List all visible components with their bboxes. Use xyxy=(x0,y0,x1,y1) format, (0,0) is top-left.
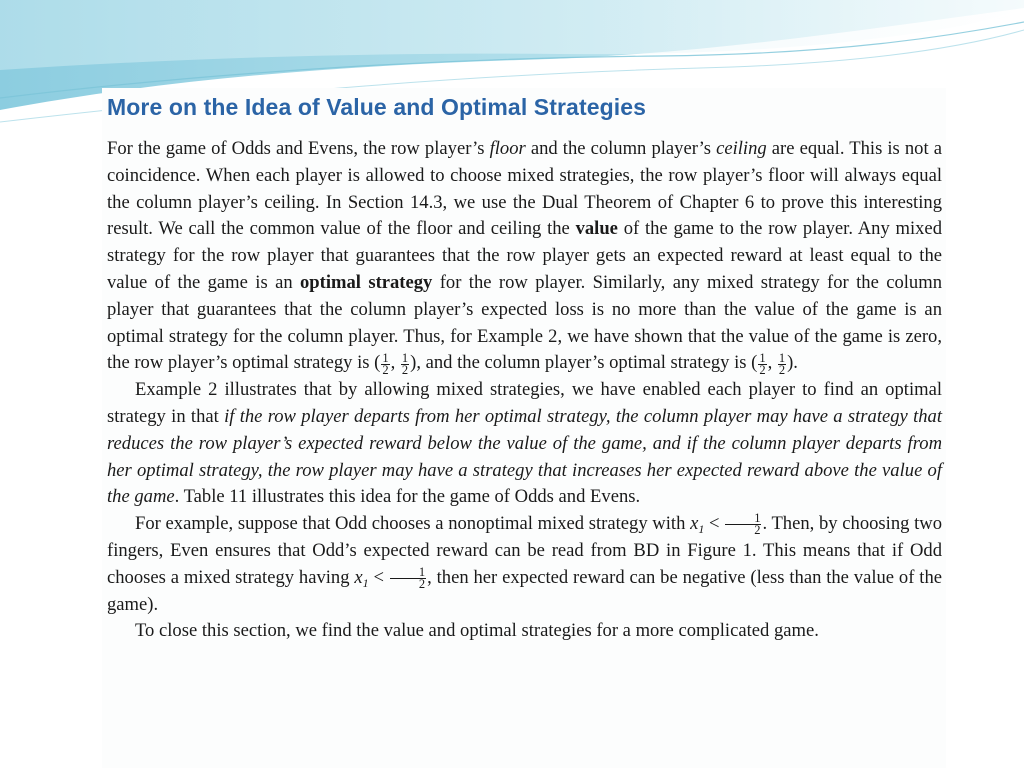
fraction-half: $\frac{1}{2}$ xyxy=(382,350,389,377)
p1-text-7: ). xyxy=(787,352,798,374)
p3-text-2: . Then, by choosing two fingers, Even ensures that Odd’s expected reward can be read from BD in Figure 1. This means that if Odd chooses a mixed strategy having xyxy=(107,513,942,588)
page-title: More on the Idea of Value and Optimal Strategies xyxy=(107,94,647,120)
p2-italic-claim: if the row player departs from her optimal strategy, the column player may have a strategy that reduces the row player’s expected reward below the value of the game, and if the column player departs from her optimal strategy, the row player may have a strategy that increases her expected reward above the value of the game xyxy=(107,405,942,508)
body-text xyxy=(107,136,942,645)
fraction-half: $\frac{1}{2}$ xyxy=(390,567,426,590)
fraction-half: $\frac{1}{2}$ xyxy=(778,350,786,377)
p1-text-6: ), and the column player’s optimal strategy is ( xyxy=(410,352,758,374)
p1-text-1: For the game of Odds and Evens, the row player’s xyxy=(107,138,490,159)
p1-text-4: of the game to the row player. Any mixed strategy for the row player that guarantees that the row player gets an expected reward at least equal to the value of the game is an xyxy=(107,218,942,293)
p3-text-3: , then her expected reward can be negative (less than the value of the game). xyxy=(107,566,942,615)
x1-variable: $x_1$ xyxy=(354,566,369,590)
paragraph-nonoptimal-example: For example, suppose that Odd chooses a nonoptimal mixed strategy with $x_1$ < $\frac{1}{2}$ . Then, by choosing two fingers, Even ensures that Odd’s expected reward can be read from BD in Figure 1. This means that if Odd chooses a mixed strategy having $x_1$ < $\frac{1}{2}$ , then her expected reward can be negative (less than the value of the game). xyxy=(107,511,942,615)
value-term: value xyxy=(575,218,618,240)
p2-text-2: . Table 11 illustrates this idea for the game of Odds and Evens. xyxy=(174,486,641,508)
p4-text-1: To close this section, we find the value and optimal strategies for a more complicated game. xyxy=(135,620,819,642)
p1-text-3: are equal. This is not a coincidence. When each player is allowed to choose mixed strategies, the row player’s floor will always equal the column player’s ceiling. In Section 14.3, we use the Dual Theorem of Chapter 6 to prove this interesting result. We call the common value of the floor and ceiling the xyxy=(107,138,942,240)
paragraph-closing xyxy=(107,618,942,645)
textbook-page xyxy=(102,88,946,768)
x1-variable: $x_1$ xyxy=(690,513,705,537)
fraction-half: $\frac{1}{2}$ xyxy=(725,513,761,536)
fraction-half: $\frac{1}{2}$ xyxy=(759,350,766,377)
p2-text-1: Example 2 illustrates that by allowing mixed strategies, we have enabled each player to find an optimal strategy in that xyxy=(107,379,942,427)
p1-text-5: for the row player. Similarly, any mixed strategy for the column player that guarantees that the column player’s expected loss is no more than the value of the game is an optimal strategy for the column player. Thus, for Example 2, we have shown that the value of the game is zero, the row player’s optimal strategy is ( xyxy=(107,271,942,374)
floor-term: floor xyxy=(489,138,526,159)
p1-text-2: and the column player’s xyxy=(525,138,717,159)
paragraph-value-definition: For the game of Odds and Evens, the row player’s floor and the column player’s ceiling are equal. This is not a coincidence. When each player is allowed to choose mixed strategies, the row player’s floor will always equal the column player’s ceiling. In Section 14.3, we use the Dual Theorem of Chapter 6 to prove this interesting result. We call the common value of the floor and ceiling the value of the game to the row player. Any mixed strategy for the row player that guarantees that the row player gets an expected reward at least equal to the value of the game is an optimal strategy for the row player. Similarly, any mixed strategy for the column player that guarantees that the column player’s expected loss is no more than the value of the game is an optimal strategy for the column player. Thus, for Example 2, we have shown that the value of the game is zero, the row player’s optimal strategy is ( $\frac{1}{2}$ , $\frac{1}{2}$ ), and the column player’s optimal strategy is ( $\frac{1}{2}$ , $\frac{1}{2}$ ). xyxy=(107,138,942,377)
p3-text-1: For example, suppose that Odd chooses a nonoptimal mixed strategy with xyxy=(135,513,691,535)
ceiling-term: ceiling xyxy=(716,138,767,159)
optimal-strategy-term: optimal strategy xyxy=(300,271,433,293)
fraction-half: $\frac{1}{2}$ xyxy=(401,350,409,377)
paragraph-example-2 xyxy=(107,377,942,511)
